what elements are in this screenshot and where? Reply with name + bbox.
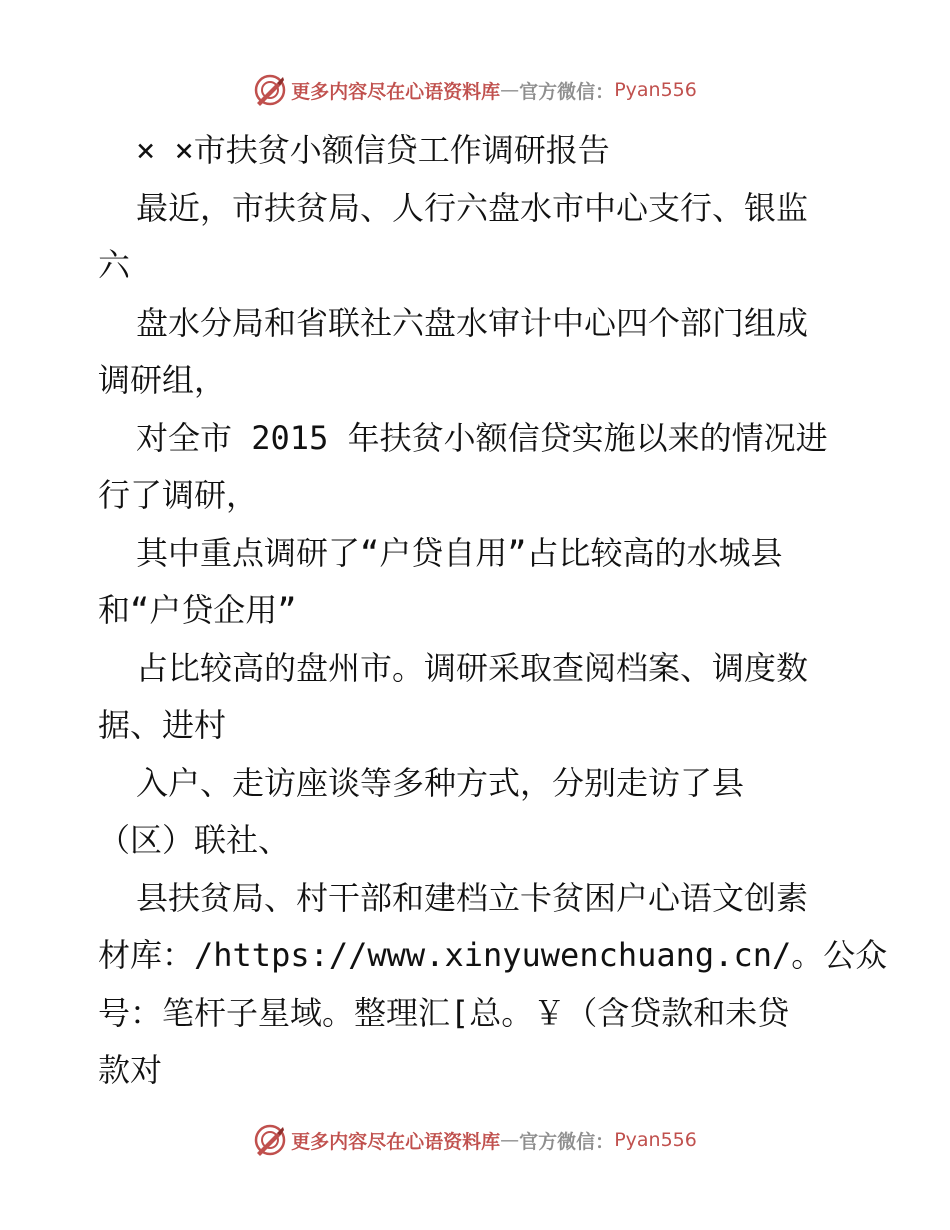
footer-wechat-label: 官方微信： [519,1130,615,1153]
footer-separator: — [500,1129,520,1151]
paragraph-line: 对全市 2015 年扶贫小额信贷实施以来的情况进 [136,418,828,457]
paragraph-line: 行了调研， [98,476,259,514]
pen-logo-icon [253,73,287,107]
paragraph-line: 其中重点调研了“户贷自用”占比较高的水城县 [136,533,783,572]
header-banner [0,70,950,110]
footer-wechat-id: Pyan556 [614,1129,697,1151]
pen-logo-icon [253,1123,287,1157]
header-wechat-id: Pyan556 [614,79,697,101]
paragraph-line: 入户、走访座谈等多种方式，分别走访了县 [136,763,745,802]
paragraph-line: 号：笔杆子星域。整理汇[总。￥（含贷款和未贷 [98,993,790,1032]
paragraph-line: 县扶贫局、村干部和建档立卡贫困户心语文创素 [136,878,809,917]
paragraph-line: 占比较高的盘州市。调研采取查阅档案、调度数 [136,648,809,687]
header-wechat-label: 官方微信： [519,80,615,103]
document-title: × ×市扶贫小额信贷工作调研报告 [136,131,610,169]
paragraph-line: 调研组， [98,361,227,399]
paragraph-line: （区）联社、 [98,821,291,859]
paragraph-line: 材库：/https://www.xinyuwenchuang.cn/。公众 [98,936,888,974]
paragraph-line: 六 [98,246,131,284]
paragraph-line: 和“户贷企用” [98,591,297,629]
paragraph-line: 款对 [98,1051,163,1089]
footer-site-text: 更多内容尽在心语资料库 [291,1130,501,1153]
paragraph-line: 盘水分局和省联社六盘水审计中心四个部门组成 [136,303,809,342]
paragraph-line: 最近，市扶贫局、人行六盘水市中心支行、银监 [136,188,809,227]
paragraph-line: 据、进村 [98,706,227,744]
header-separator: — [500,79,520,101]
footer-banner [0,1120,950,1160]
document-body [98,122,888,1100]
header-site-text: 更多内容尽在心语资料库 [291,80,501,103]
